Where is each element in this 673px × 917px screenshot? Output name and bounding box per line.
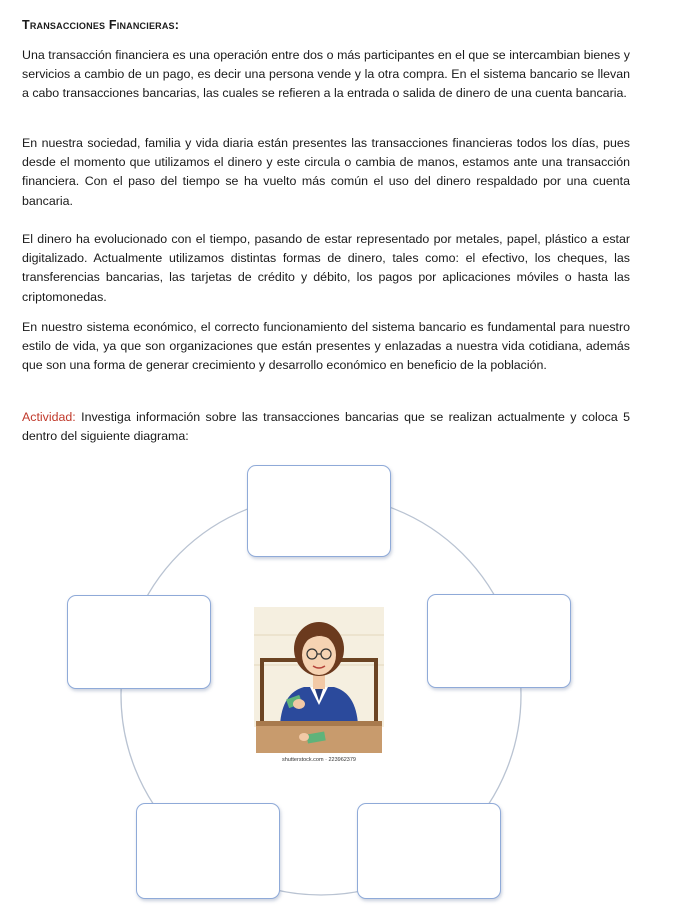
page-title: Transacciones Financieras: xyxy=(22,18,180,32)
activity-label: Actividad: xyxy=(22,410,76,424)
diagram-box-bottom-left[interactable] xyxy=(136,803,280,899)
bank-teller-illustration xyxy=(252,605,386,760)
image-caption: shutterstock.com · 223962379 xyxy=(282,757,356,763)
diagram-box-left[interactable] xyxy=(67,595,211,689)
paragraph-3: El dinero ha evolucionado con el tiempo, pasando de estar representado por metales, papel, plástico a estar digitalizado. Actualmente utilizamos distintas formas de dinero, tales como: el efectivo, los cheques, las transferencias bancarias, las tarjetas de crédito y débito, los pagos por aplicaciones móviles o hasta las criptomonedas. xyxy=(22,232,630,304)
diagram-box-right[interactable] xyxy=(427,594,571,688)
diagram-box-bottom-right[interactable] xyxy=(357,803,501,899)
paragraph-2: En nuestra sociedad, familia y vida diaria están presentes las transacciones financieras todos los días, pues desde el momento que utilizamos el dinero y este circula o cambia de manos, estamos ante una transacción financiera. Con el paso del tiempo se ha vuelto más común el uso del dinero respaldado por una cuenta bancaria. xyxy=(22,136,630,208)
activity-text: Investiga información sobre las transacciones bancarias que se realizan actualmente y coloca 5 dentro del siguiente diagrama: xyxy=(22,410,630,444)
paragraph-4: En nuestro sistema económico, el correcto funcionamiento del sistema bancario es fundamental para nuestro estilo de vida, ya que son organizaciones que están presentes y enlazadas a nuestra vida cotidiana, además que son una forma de generar crecimiento y desarrollo económico en beneficio de la población. xyxy=(22,320,630,373)
paragraph-1: Una transacción financiera es una operación entre dos o más participantes en el que se intercambian bienes y servicios a cambio de un pago, es decir una persona vende y la otra compra. En el sistema bancario se llevan a cabo transacciones bancarias, las cuales se refieren a la entrada o salida de dinero de una cuenta bancaria. xyxy=(22,48,630,101)
diagram-box-top[interactable] xyxy=(247,465,391,557)
